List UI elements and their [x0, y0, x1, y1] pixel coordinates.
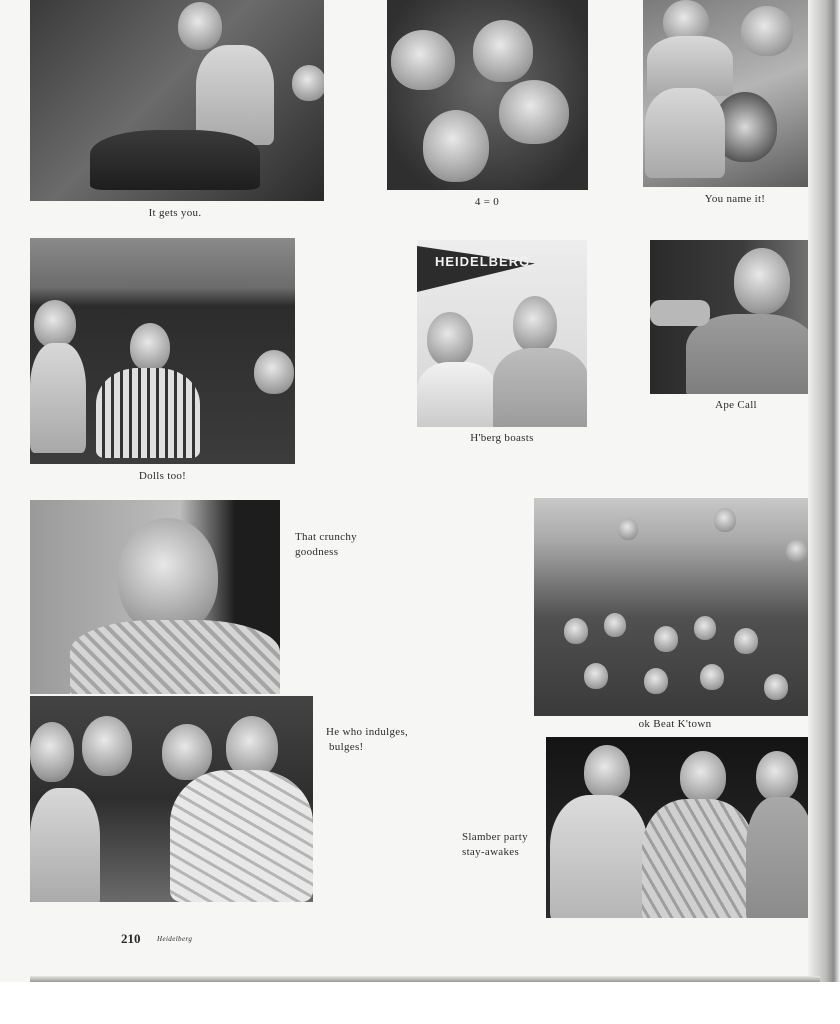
photo-it-gets-you	[30, 0, 324, 201]
caption-dolls-too: Dolls too!	[138, 470, 187, 482]
caption-crunchy-line1: That crunchy	[295, 531, 357, 543]
photo-ape-call	[650, 240, 816, 394]
pennant-text: HEIDELBERG	[435, 254, 531, 269]
caption-slumber-line2: stay-awakes	[462, 846, 520, 858]
photo-slumber-party	[546, 737, 814, 918]
page-bottom-edge	[30, 976, 820, 982]
photo-he-who-indulges	[30, 696, 313, 902]
photo-crunchy-goodness	[30, 500, 280, 694]
caption-ape-call: Ape Call	[715, 399, 757, 411]
caption-beat-ktown: ok Beat K'town	[638, 718, 712, 730]
caption-crunchy-line2: goodness	[295, 546, 339, 558]
photo-four-zero	[387, 0, 588, 190]
book-title: Heidelberg	[157, 935, 193, 943]
caption-slumber-line1: Slamber party	[462, 831, 528, 843]
caption-it-gets-you: It gets you.	[148, 207, 202, 219]
caption-indulges-line1: He who indulges,	[326, 726, 409, 738]
heidelberg-pennant	[417, 246, 535, 292]
book-spine-shadow	[808, 0, 840, 982]
caption-you-name-it: You name it!	[704, 193, 766, 205]
photo-you-name-it	[643, 0, 816, 187]
photo-beat-ktown	[534, 498, 816, 716]
photo-dolls-too	[30, 238, 295, 464]
caption-indulges-line2: bulges!	[329, 741, 364, 753]
page-number: 210	[121, 931, 141, 946]
photo-hberg-boasts	[417, 240, 587, 427]
caption-four-zero: 4 = 0	[474, 196, 500, 208]
caption-hberg-boasts: H'berg boasts	[470, 432, 534, 444]
